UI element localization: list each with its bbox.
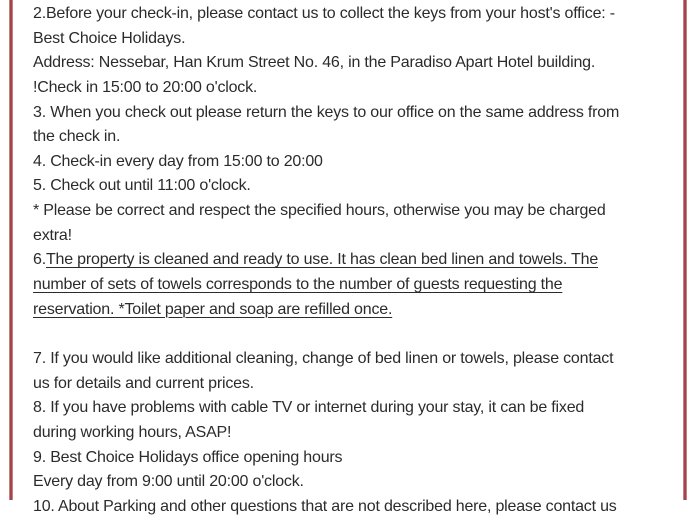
text-line [33, 125, 694, 150]
text-line [33, 396, 694, 421]
text-line [33, 470, 694, 495]
text-line [33, 27, 694, 52]
text-line [33, 76, 694, 101]
document-text [33, 2, 694, 519]
text-segment: during working hours, ASAP! [33, 423, 232, 441]
text-line [33, 199, 694, 224]
underlined-text-segment: reservation. *Toilet paper and soap are refilled once. [33, 300, 393, 318]
text-line [33, 372, 694, 397]
text-segment: 4. Check-in every day from 15:00 to 20:00 [33, 152, 323, 170]
text-segment: us for details and current prices. [33, 374, 254, 392]
text-segment: Best Choice Holidays. [33, 29, 186, 47]
text-line [33, 273, 694, 298]
blank-line [33, 322, 694, 347]
text-segment: 3. When you check out please return the keys to our office on the same address from [33, 103, 620, 121]
text-segment: 2.Before your check-in, please contact us to collect the keys from your host's office: - [33, 5, 615, 22]
underlined-text-segment: The property is cleaned and ready to use. It has clean bed linen and towels. The [45, 251, 599, 269]
text-line [33, 224, 694, 249]
text-segment: 7. If you would like additional cleaning, change of bed linen or towels, please contact [33, 349, 614, 367]
text-segment: extra! [33, 226, 72, 244]
text-line [33, 446, 694, 471]
text-line [33, 298, 694, 323]
text-segment: Address: Nessebar, Han Krum Street No. 46, in the Paradiso Apart Hotel building. [33, 54, 596, 72]
text-segment: 9. Best Choice Holidays office opening hours [33, 448, 343, 466]
text-line [33, 2, 694, 27]
text-line [33, 51, 694, 76]
text-segment: Every day from 9:00 until 20:00 o'clock. [33, 473, 304, 491]
text-segment: 8. If you have problems with cable TV or internet during your stay, it can be fixed [33, 399, 585, 417]
text-segment: 5. Check out until 11:00 o'clock. [33, 177, 251, 195]
text-line [33, 248, 694, 273]
text-line [33, 101, 694, 126]
left-border-line [9, 0, 13, 500]
text-segment: * Please be correct and respect the specified hours, otherwise you may be charged [33, 202, 606, 220]
text-line [33, 150, 694, 175]
text-segment: the check in. [33, 128, 121, 146]
underlined-text-segment: number of sets of towels corresponds to the number of guests requesting the [33, 276, 563, 294]
text-line [33, 174, 694, 199]
text-line [33, 495, 694, 519]
text-segment: 6. [33, 251, 46, 269]
text-segment: !Check in 15:00 to 20:00 o'clock. [33, 78, 258, 96]
text-segment: 10. About Parking and other questions that are not described here, please contact us [33, 497, 617, 515]
text-line [33, 347, 694, 372]
text-line [33, 421, 694, 446]
